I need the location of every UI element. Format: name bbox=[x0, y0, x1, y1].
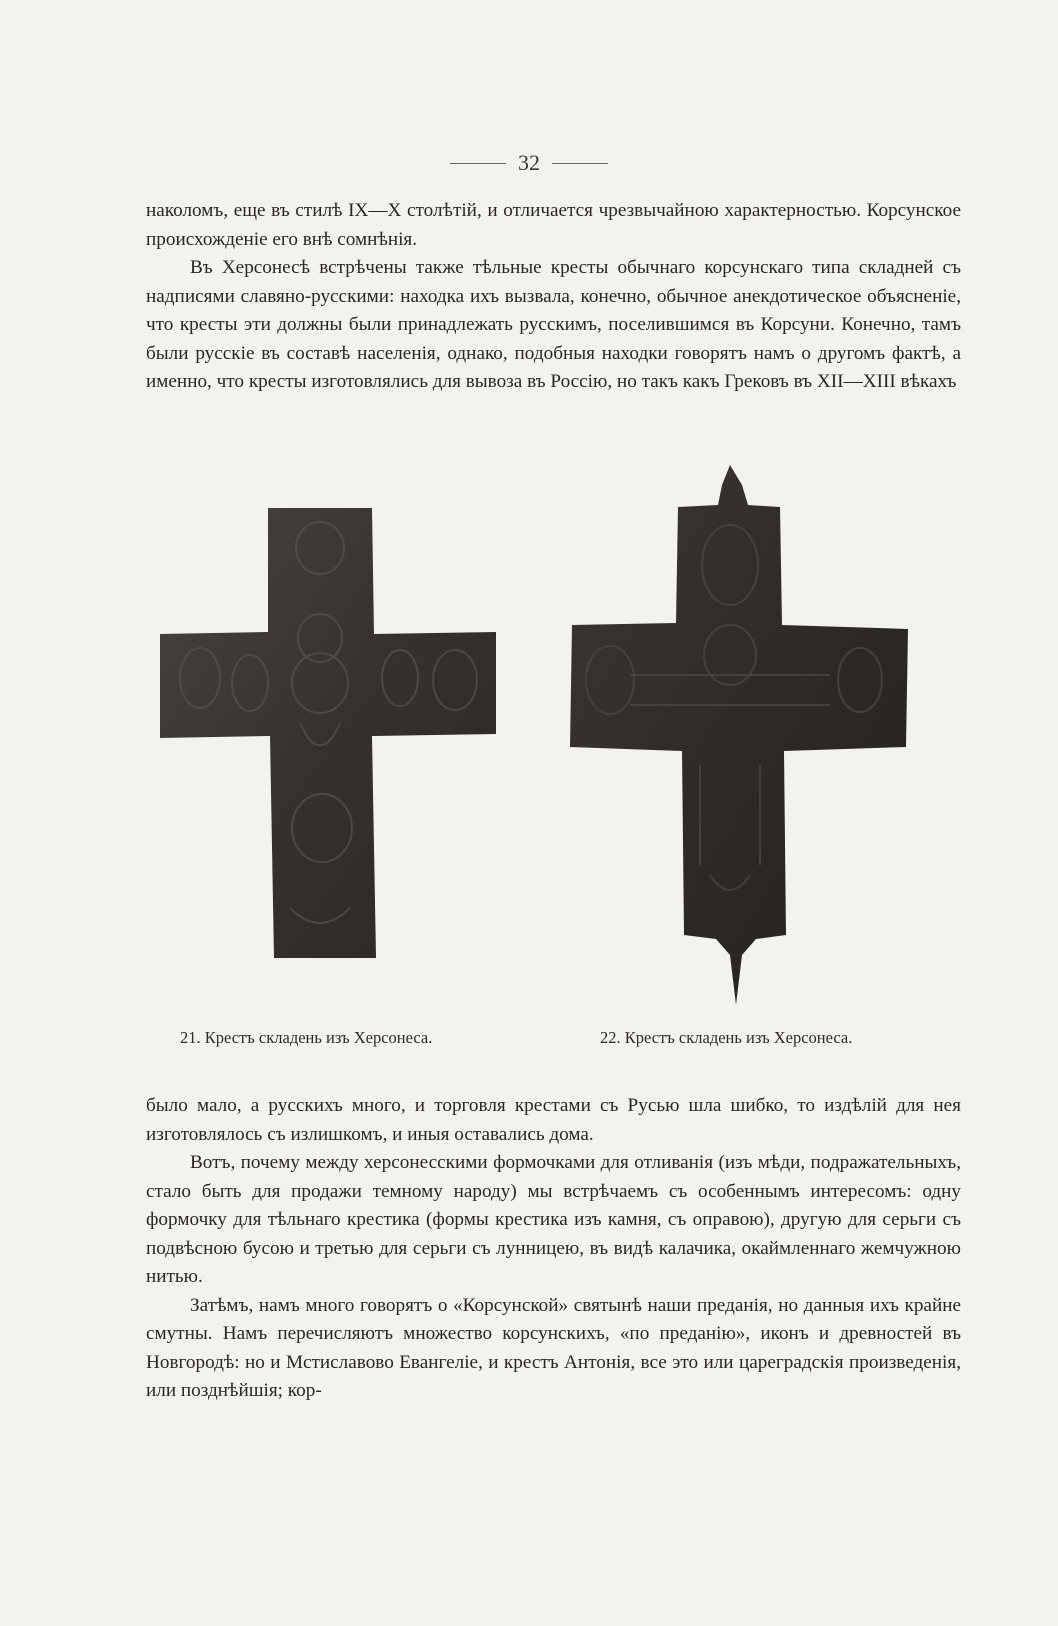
cross-image-21 bbox=[160, 508, 496, 958]
text-block-bottom bbox=[146, 1092, 961, 1406]
figure-caption-22: 22. Крестъ складень изъ Херсонеса. bbox=[600, 1028, 853, 1047]
cross-image-22 bbox=[570, 465, 910, 1015]
paragraph: было мало, а русскихъ много, и торговля крестами съ Русью шла шибко, то издѣлій для нея изготовлялось съ излишкомъ, и иныя оставались дома. bbox=[146, 1095, 961, 1145]
paragraph: Вотъ, почему между херсонесскими формочками для отливанія (изъ мѣди, подражательныхъ, стало быть для продажи темному народу) мы встрѣчаемъ съ особеннымъ интересомъ: одну формочку для тѣльнаго крестика (формы крестика изъ камня, съ оправою), другую для серьги съ подвѣсною бусою и третью для серьги съ лунницею, въ видѣ калачика, окаймленнаго жемчужною нитью. bbox=[146, 1152, 961, 1287]
left-dash bbox=[450, 163, 506, 164]
right-dash bbox=[552, 163, 608, 164]
page-header bbox=[0, 150, 1058, 176]
page-number: 32 bbox=[518, 150, 540, 175]
paragraph: Затѣмъ, намъ много говорятъ о «Корсунской» святынѣ наши преданія, но данныя ихъ крайне смутны. Намъ перечисляютъ множество корсунскихъ, «по преданію», иконъ и древностей въ Новгородѣ: но и Мстиславово Евангеліе, и крестъ Антонія, все это или цареградскія произведенія, или позднѣйшія; кор- bbox=[146, 1294, 961, 1401]
paragraph: наколомъ, еще въ стилѣ IX—X столѣтій, и отличается чрезвычайною характерностью. Корсунское происхожденіе его внѣ сомнѣнія. bbox=[146, 200, 961, 250]
figure-caption-21: 21. Крестъ складень изъ Херсонеса. bbox=[180, 1028, 433, 1047]
paragraph: Въ Херсонесѣ встрѣчены также тѣльные кресты обычнаго корсунскаго типа складней съ надписями славяно-русскими: находка ихъ вызвала, конечно, обычное анекдотическое объясненіе, что кресты эти должны были принадлежать русскимъ, поселившимся въ Корсуни. Конечно, тамъ были русскіе въ составѣ населенія, однако, подобныя находки говорятъ намъ о другомъ фактѣ, а именно, что кресты изготовлялись для вывоза въ Россію, но такъ какъ Грековъ въ XII—XIII вѣкахъ bbox=[146, 257, 961, 392]
text-block-top bbox=[146, 197, 961, 397]
